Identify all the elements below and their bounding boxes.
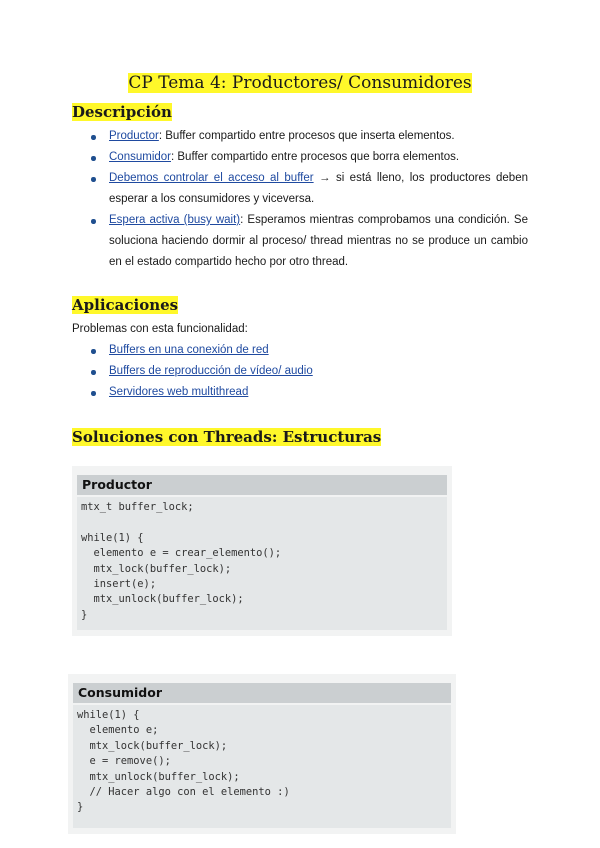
consumidor-code-block xyxy=(68,674,456,834)
aplicaciones-list xyxy=(72,340,528,403)
link-buffers-red[interactable]: Buffers en una conexión de red xyxy=(109,344,269,356)
productor-code-block xyxy=(72,466,452,636)
list-item xyxy=(72,340,528,361)
link-productor[interactable]: Productor xyxy=(109,130,159,142)
list-item xyxy=(72,361,528,382)
list-item: Consumidor: Buffer compartido entre procesos que borra elementos. xyxy=(72,147,528,168)
consumidor-code: while(1) { elemento e; mtx_lock(buffer_lock); e = remove(); mtx_unlock(buffer_lock); // Hacer algo con el elemento :) } xyxy=(77,709,290,814)
productor-code: mtx_t buffer_lock; while(1) { elemento e = crear_elemento(); mtx_lock(buffer_lock); insert(e); mtx_unlock(buffer_lock); } xyxy=(81,501,282,621)
heading-descripcion: Descripción xyxy=(72,103,172,121)
list-item: Productor: Buffer compartido entre procesos que inserta elementos. xyxy=(72,126,528,147)
link-espera-activa[interactable]: Espera activa (busy wait) xyxy=(109,214,241,226)
list-item: Debemos controlar el acceso al buffer → si está lleno, los productores deben esperar a los consumidores y viceversa. xyxy=(72,168,528,210)
link-servidores-web[interactable]: Servidores web multithread xyxy=(109,386,249,398)
consumidor-code-area xyxy=(73,705,451,828)
consumidor-label: Consumidor xyxy=(73,683,451,703)
heading-soluciones: Soluciones con Threads: Estructuras xyxy=(72,428,382,446)
page-title: CP Tema 4: Productores/ Consumidores xyxy=(128,73,472,93)
productor-code-area xyxy=(77,497,447,630)
aplicaciones-intro: Problemas con esta funcionalidad: xyxy=(72,323,248,335)
heading-aplicaciones: Aplicaciones xyxy=(72,296,179,314)
productor-label: Productor xyxy=(77,475,447,495)
descripcion-list xyxy=(72,126,528,273)
list-item: Espera activa (busy wait): Esperamos mientras comprobamos una condición. Se soluciona haciendo dormir al proceso/ thread mientras no se produce un cambio en el estado compartido hecho por otro thread. xyxy=(72,210,528,273)
link-buffers-video[interactable]: Buffers de reproducción de vídeo/ audio xyxy=(109,365,313,377)
link-controlar-acceso[interactable]: Debemos controlar el acceso al buffer xyxy=(109,172,314,184)
list-item xyxy=(72,382,528,403)
link-consumidor[interactable]: Consumidor xyxy=(109,151,171,163)
